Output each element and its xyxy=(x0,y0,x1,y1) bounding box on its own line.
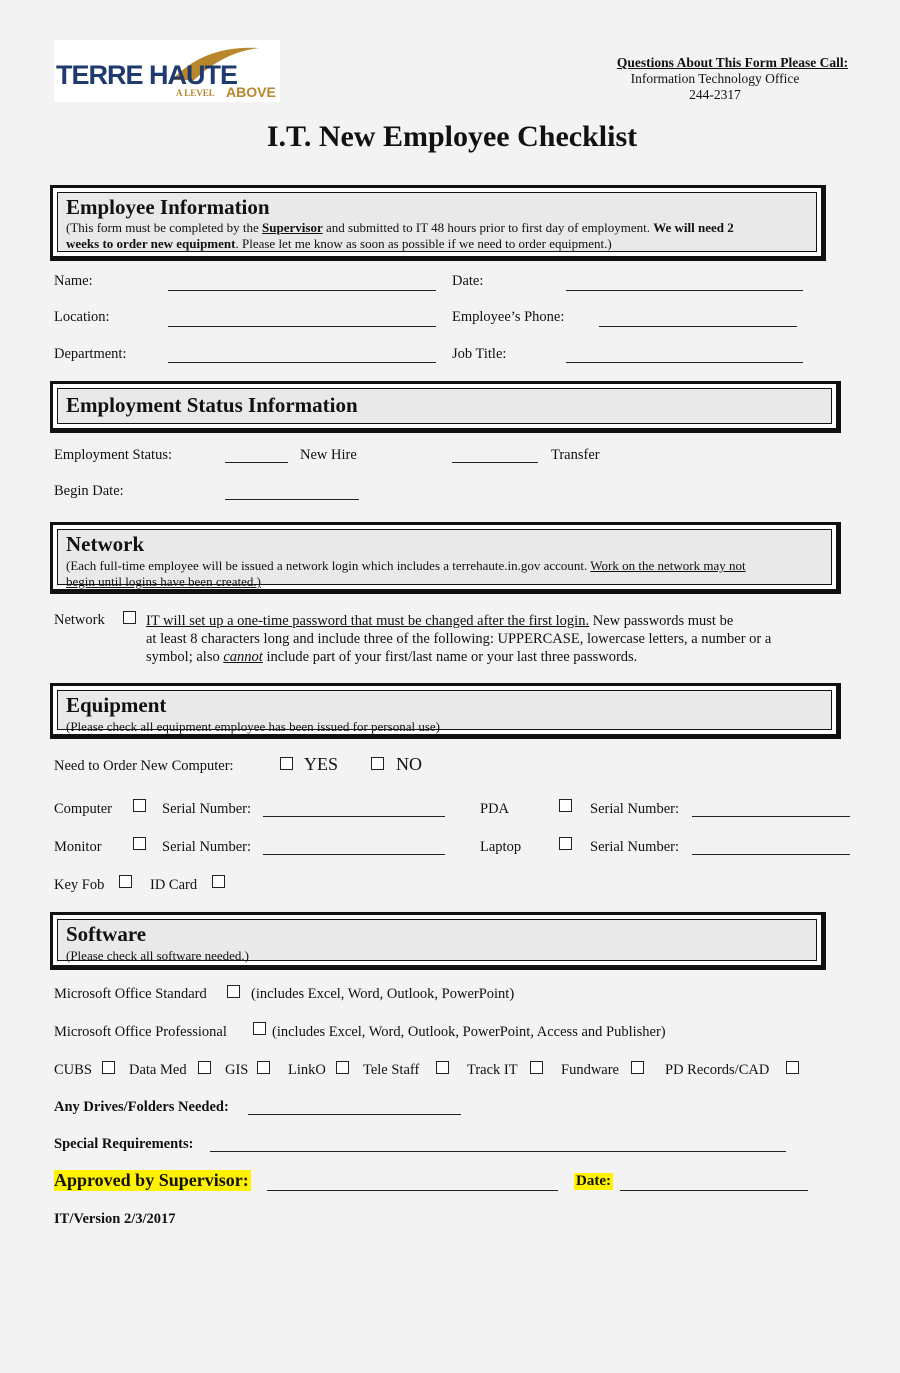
date-field[interactable] xyxy=(566,289,803,291)
software-section xyxy=(50,912,826,970)
monitor-serial-field[interactable] xyxy=(263,853,445,855)
pda-checkbox[interactable] xyxy=(559,799,572,812)
location-field[interactable] xyxy=(168,325,436,327)
network-label: Network xyxy=(54,612,105,628)
software-desc: (Please check all software needed.) xyxy=(66,948,249,963)
ms-standard-includes: (includes Excel, Word, Outlook, PowerPoint) xyxy=(251,986,515,1002)
no-checkbox[interactable] xyxy=(371,757,384,770)
ms-standard-label: Microsoft Office Standard xyxy=(54,986,207,1002)
app-telestaff-checkbox[interactable] xyxy=(436,1061,449,1074)
computer-label: Computer xyxy=(54,801,112,817)
need-order-label: Need to Order New Computer: xyxy=(54,758,234,774)
app-linko-label: LinkO xyxy=(288,1062,326,1078)
begin-date-field[interactable] xyxy=(225,498,359,500)
app-pdrecords-checkbox[interactable] xyxy=(786,1061,799,1074)
contact-office: Information Technology Office xyxy=(630,71,800,86)
page-title: I.T. New Employee Checklist xyxy=(266,120,638,153)
equipment-title: Equipment xyxy=(66,693,167,717)
job-title-field[interactable] xyxy=(566,361,803,363)
equipment-desc: (Please check all equipment employee has been issued for personal use) xyxy=(66,719,440,734)
supervisor-text: Supervisor xyxy=(262,220,323,235)
yes-checkbox[interactable] xyxy=(280,757,293,770)
name-field[interactable] xyxy=(168,289,436,291)
key-fob-checkbox[interactable] xyxy=(119,875,132,888)
ms-standard-checkbox[interactable] xyxy=(227,985,240,998)
yes-label: YES xyxy=(304,754,339,774)
app-fundware-checkbox[interactable] xyxy=(631,1061,644,1074)
app-gis-checkbox[interactable] xyxy=(257,1061,270,1074)
software-title: Software xyxy=(66,922,147,946)
contact-heading: Questions About This Form Please Call: xyxy=(616,55,849,70)
monitor-serial-label: Serial Number: xyxy=(162,839,251,855)
ms-pro-includes: (includes Excel, Word, Outlook, PowerPoint, Access and Publisher) xyxy=(272,1024,666,1040)
employment-status-label: Employment Status: xyxy=(54,447,173,463)
monitor-checkbox[interactable] xyxy=(133,837,146,850)
employee-info-desc: (This form must be completed by the Supervisor and submitted to IT 48 hours prior to first day of employment. We will need 2 weeks to order new equipment. Please let me know as soon as possible if we need to order equipment.) xyxy=(66,220,734,251)
department-label: Department: xyxy=(54,346,127,362)
no-label: NO xyxy=(396,754,422,774)
app-telestaff-label: Tele Staff xyxy=(363,1062,420,1078)
date-label: Date: xyxy=(452,273,484,289)
laptop-checkbox[interactable] xyxy=(559,837,572,850)
app-trackit-label: Track IT xyxy=(467,1062,518,1078)
pda-serial-field[interactable] xyxy=(692,815,850,817)
network-password-info: IT will set up a one-time password that must be changed after the first login. New passwords must be at least 8 characters long and include three of the following: UPPERCASE, lowercase letters, a number or a symbol; also cannot include part of your first/last name or your last three passwords. xyxy=(146,613,772,665)
approval-date-field[interactable] xyxy=(620,1189,808,1191)
contact-block xyxy=(560,55,870,103)
approval-date-label: Date: xyxy=(576,1173,611,1189)
app-pdrecords-label: PD Records/CAD xyxy=(665,1062,770,1078)
id-card-label: ID Card xyxy=(150,877,198,893)
ms-pro-checkbox[interactable] xyxy=(253,1022,266,1035)
app-trackit-checkbox[interactable] xyxy=(530,1061,543,1074)
approved-by-field[interactable] xyxy=(267,1189,558,1191)
logo-tagline-big: ABOVE xyxy=(226,84,276,100)
new-hire-field[interactable] xyxy=(225,461,288,463)
id-card-checkbox[interactable] xyxy=(212,875,225,888)
app-linko-checkbox[interactable] xyxy=(336,1061,349,1074)
drives-field[interactable] xyxy=(248,1113,461,1115)
equipment-section xyxy=(50,683,841,739)
laptop-serial-label: Serial Number: xyxy=(590,839,679,855)
special-requirements-label: Special Requirements: xyxy=(54,1136,194,1152)
name-label: Name: xyxy=(54,273,93,289)
computer-checkbox[interactable] xyxy=(133,799,146,812)
network-section xyxy=(50,522,841,594)
computer-serial-field[interactable] xyxy=(263,815,445,817)
network-checkbox[interactable] xyxy=(123,611,136,624)
location-label: Location: xyxy=(54,309,110,325)
department-field[interactable] xyxy=(168,361,436,363)
phone-label: Employee’s Phone: xyxy=(452,309,565,325)
logo xyxy=(54,40,280,102)
monitor-label: Monitor xyxy=(54,839,102,855)
key-fob-label: Key Fob xyxy=(54,877,105,893)
computer-serial-label: Serial Number: xyxy=(162,801,251,817)
logo-tagline-small: A LEVEL xyxy=(176,88,215,98)
job-title-label: Job Title: xyxy=(452,346,507,362)
contact-phone: 244-2317 xyxy=(689,87,741,102)
network-title: Network xyxy=(66,532,145,556)
begin-date-label: Begin Date: xyxy=(54,483,124,499)
app-datamed-label: Data Med xyxy=(129,1062,187,1078)
pda-label: PDA xyxy=(480,801,510,817)
ms-pro-label: Microsoft Office Professional xyxy=(54,1024,227,1040)
logo-name: TERRE HAUTE xyxy=(56,60,238,90)
transfer-field[interactable] xyxy=(452,461,538,463)
approved-by-label: Approved by Supervisor: xyxy=(54,1170,249,1190)
version-text: IT/Version 2/3/2017 xyxy=(54,1211,176,1227)
app-cubs-checkbox[interactable] xyxy=(102,1061,115,1074)
pda-serial-label: Serial Number: xyxy=(590,801,679,817)
transfer-label: Transfer xyxy=(551,447,600,463)
new-hire-label: New Hire xyxy=(300,447,357,463)
laptop-label: Laptop xyxy=(480,839,522,855)
app-fundware-label: Fundware xyxy=(561,1062,619,1078)
employee-info-section xyxy=(50,185,826,261)
employee-info-title: Employee Information xyxy=(66,195,270,219)
app-gis-label: GIS xyxy=(225,1062,249,1078)
employment-status-title: Employment Status Information xyxy=(66,393,358,417)
special-requirements-field[interactable] xyxy=(210,1150,786,1152)
network-desc: (Each full-time employee will be issued a network login which includes a terrehaute.in.gov account. Work on the network may not begin until logins have been created.) xyxy=(66,558,746,589)
drives-label: Any Drives/Folders Needed: xyxy=(54,1099,229,1115)
employment-status-section xyxy=(50,381,841,433)
phone-field[interactable] xyxy=(599,325,797,327)
app-datamed-checkbox[interactable] xyxy=(198,1061,211,1074)
app-cubs-label: CUBS xyxy=(54,1062,92,1078)
laptop-serial-field[interactable] xyxy=(692,853,850,855)
